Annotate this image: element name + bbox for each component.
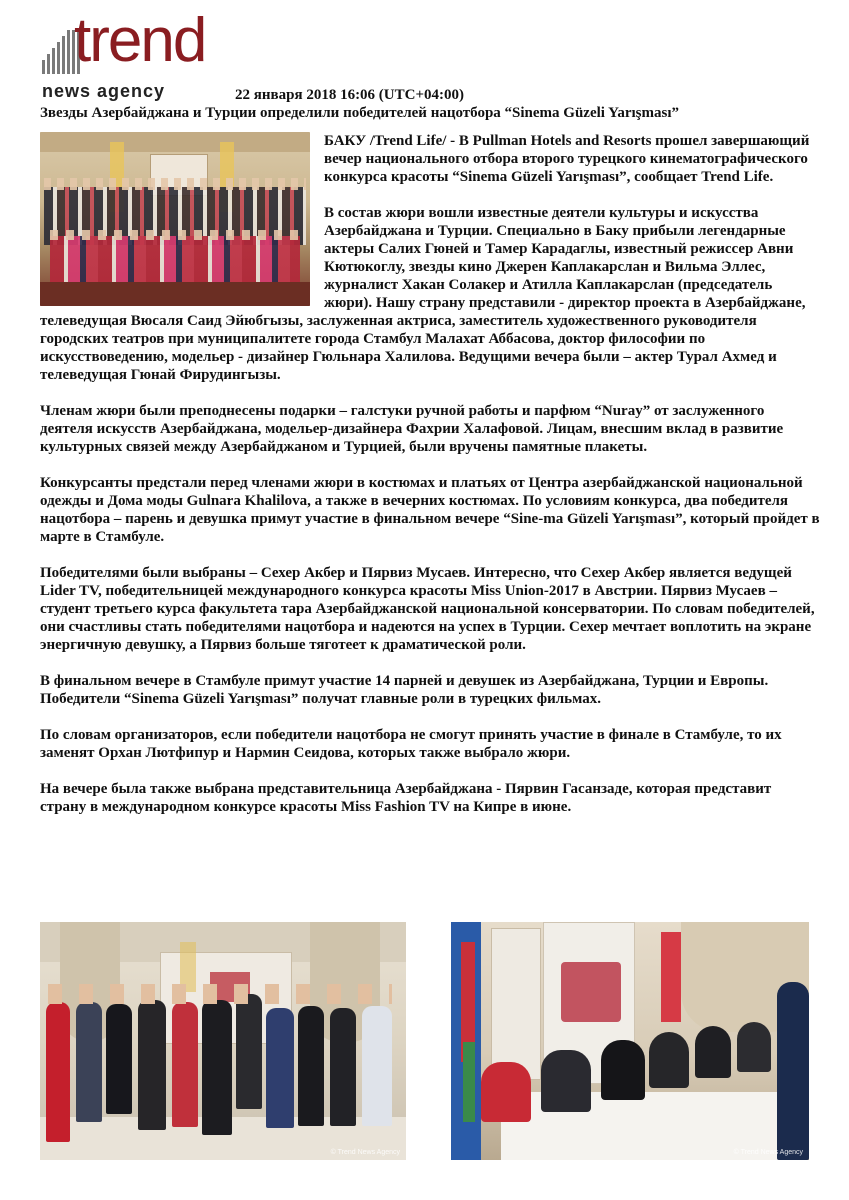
jury-group-photo	[40, 922, 406, 1160]
photo-credit: © Trend News Agency	[330, 1149, 400, 1156]
logo-subtitle: news agency	[42, 81, 166, 101]
article-paragraph: Победителями были выбраны – Сехер Акбер и Пярвиз Мусаев. Интересно, что Сехер Акбер является ведущей Lider TV, победительницей международного конкурса красоты Miss Union-2017 в Австрии. Пярвиз Мусаев – студент третьего курса факультета тара Азербайджанской национальной консерватории. По словам победителей, они счастливы стать победителями нацотбора и надеются на успех в Турции. Сехер мечтает воплотить на экране энергичную девушку, а Пярвиз больше тяготеет к драматической роли.	[40, 565, 815, 653]
contestants-group-photo	[40, 132, 310, 306]
trend-logo	[40, 6, 240, 106]
article-date: 22 января 2018 16:06 (UTC+04:00)	[235, 87, 465, 103]
article-paragraph: В состав жюри вошли известные деятели культуры и искусства Азербайджана и Турции. Специально в Баку прибыли легендарные актеры Салих Гюней и Тамер Карадаглы, известный режиссер Авни Кютюкоглу, звезды кино Джерен Каплакарслан и Вильма Эллес, журналист Хакан Солакер и Атилла Каплакарслан (председатель жюри). Нашу страну представили - директор проекта в Азербайджане, телеведущая Вюсаля Саид Эйюбгызы, заслуженная актриса, заместитель художественного руководителя городских театров при муниципалитете города Стамбул Малахат Аббасова, доктор философии по искусствоведению, модельер - дизайнер Гюльнара Халилова. Ведущими вечера были – актер Турал Ахмед и телеведущая Гюнай Фирудингызы.	[40, 205, 806, 383]
article-headline: Звезды Азербайджана и Турции определили победителей нацотбора “Sinema Güzeli Yarışması”	[40, 105, 679, 121]
article-body	[40, 132, 820, 834]
article-paragraph: На вечере была также выбрана представительница Азербайджана - Пярвин Гасанзаде, которая представит страну в международном конкурсе красоты Miss Fashion TV на Кипре в июне.	[40, 781, 772, 815]
article-paragraph: Конкурсанты предстали перед членами жюри в костюмах и платьях от Центра азербайджанской национальной одежды и Дома моды Gulnara Khalilova, а также в вечерних костюмах. По условиям конкурса, два победителя нацотбора – парень и девушка примут участие в финальном вечере “Sine-ma Güzeli Yarışması”, который пройдет в марте в Стамбуле.	[40, 475, 820, 545]
logo-wordmark: trend	[74, 6, 206, 75]
article-paragraph: Членам жюри были преподнесены подарки – галстуки ручной работы и парфюм “Nuray” от заслуженного деятеля искусств Азербайджана, модельер-дизайнера Фахрии Халафовой. Лицам, внесшим вклад в развитие культурных связей между Азербайджаном и Турцией, были вручены памятные плакеты.	[40, 403, 784, 455]
article-paragraph: По словам организаторов, если победители нацотбора не смогут принять участие в финале в Стамбуле, то их заменят Орхан Лютфипур и Нармин Сеидова, которых также выбрало жюри.	[40, 727, 782, 761]
photo-credit: © Trend News Agency	[733, 1149, 803, 1156]
article-paragraph: В финальном вечере в Стамбуле примут участие 14 парней и девушек из Азербайджана, Турции и Европы. Победители “Sinema Güzeli Yarışması” получат главные роли в турецких фильмах.	[40, 673, 769, 707]
jury-table-photo	[451, 922, 809, 1160]
article-paragraph: БАКУ /Trend Life/ - В Pullman Hotels and Resorts прошел завершающий вечер национального отбора второго турецкого кинематографического конкурса красоты “Sinema Güzeli Yarışması”, сообщает Trend Life.	[324, 133, 810, 185]
